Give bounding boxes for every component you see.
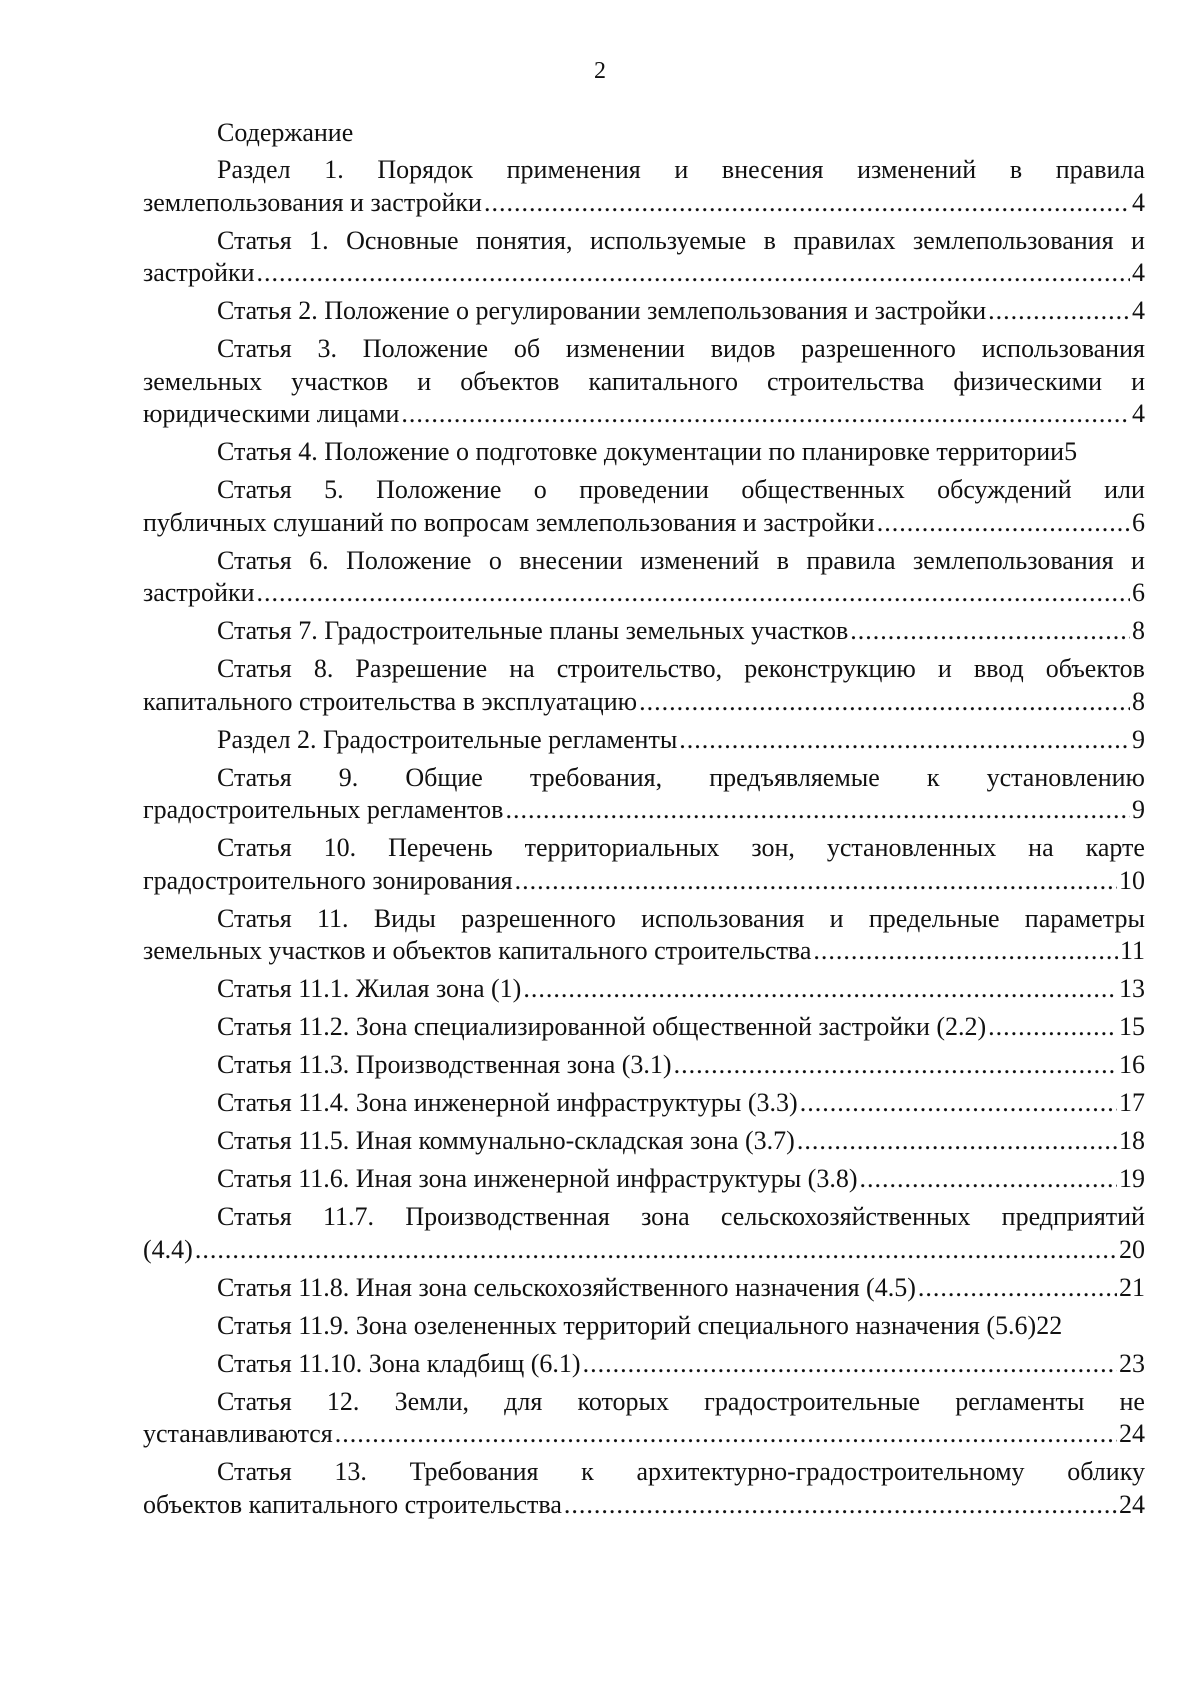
toc-entry-line: Статья 9. Общие требования, предъявляемые к установлению — [217, 762, 1145, 792]
toc-entry[interactable] — [143, 1310, 1145, 1343]
toc-entry-title: Статья 11.6. Иная зона инженерной инфраструктуры (3.8) — [217, 1164, 858, 1193]
toc-entry[interactable] — [143, 1456, 1145, 1521]
dot-leader — [523, 973, 1117, 1006]
toc-page-number: 10 — [1119, 865, 1145, 895]
toc-entry[interactable] — [143, 545, 1145, 610]
toc-entry-last-line — [143, 973, 1145, 1006]
toc-entry[interactable] — [143, 1386, 1145, 1451]
toc-entry-title: градостроительных регламентов — [143, 795, 504, 824]
toc-entry-line: Статья 6. Положение о внесении изменений в правила землепользования и — [217, 545, 1145, 575]
dot-leader — [639, 686, 1130, 719]
toc-entry[interactable] — [143, 333, 1145, 431]
toc-entry-last-line — [143, 187, 1145, 220]
table-of-contents — [143, 154, 1145, 1527]
toc-entry-last-line — [143, 257, 1145, 290]
dot-leader — [918, 1272, 1117, 1305]
dot-leader — [813, 935, 1118, 968]
toc-entry-line: Раздел 1. Порядок применения и внесения изменений в правила — [217, 155, 1145, 184]
dot-leader — [877, 507, 1130, 540]
toc-page-number: 4 — [1132, 399, 1145, 428]
toc-entry-title: Статья 11.8. Иная зона сельскохозяйственного назначения (4.5) — [217, 1272, 916, 1302]
toc-entry-last-line — [143, 1489, 1145, 1522]
toc-entry[interactable] — [143, 474, 1145, 539]
toc-page-number: 6 — [1132, 507, 1145, 537]
toc-entry[interactable] — [143, 1348, 1145, 1381]
toc-entry-title: юридическими лицами — [143, 399, 400, 428]
toc-entry-title: публичных слушаний по вопросам землепользования и застройки — [143, 507, 875, 537]
toc-entry[interactable] — [143, 762, 1145, 827]
dot-leader — [988, 1011, 1117, 1044]
toc-entry-title: Статья 11.2. Зона специализированной общественной застройки (2.2) — [217, 1012, 987, 1041]
dot-leader — [800, 1087, 1117, 1120]
dot-leader — [850, 615, 1130, 648]
dot-leader — [988, 295, 1130, 328]
toc-entry-title: Раздел 2. Градостроительные регламенты — [217, 724, 678, 754]
toc-entry-title: Статья 11.3. Производственная зона (3.1) — [217, 1050, 672, 1079]
toc-entry-title: Статья 11.4. Зона инженерной инфраструктуры (3.3) — [217, 1088, 798, 1117]
toc-entry-title: устанавливаются — [143, 1419, 333, 1448]
toc-page-number: 9 — [1132, 795, 1145, 824]
toc-entry-last-line — [143, 1234, 1145, 1267]
toc-page-number: 21 — [1119, 1272, 1145, 1302]
toc-entry-last-line — [143, 686, 1145, 719]
toc-entry-line: Статья 5. Положение о проведении общественных обсуждений или — [217, 475, 1145, 504]
toc-entry-last-line — [143, 1418, 1145, 1451]
dot-leader — [257, 257, 1131, 290]
toc-entry-last-line — [143, 1272, 1145, 1305]
toc-entry[interactable] — [143, 1201, 1145, 1266]
toc-entry-title: капитального строительства в эксплуатацию — [143, 686, 638, 716]
toc-entry-line: земельных участков и объектов капитального строительства физическими и — [143, 366, 1145, 396]
dot-leader — [505, 794, 1130, 827]
toc-entry-line: Статья 8. Разрешение на строительство, реконструкцию и ввод объектов — [217, 654, 1145, 683]
toc-entry-title: градостроительного зонирования — [143, 865, 513, 895]
toc-entry[interactable] — [143, 1087, 1145, 1120]
toc-entry-last-line — [143, 295, 1145, 328]
toc-entry-line: Статья 11. Виды разрешенного использования и предельные параметры — [217, 903, 1145, 933]
toc-entry-title: Статья 4. Положение о подготовке документации по планировке территории — [217, 437, 1065, 466]
toc-entry-last-line — [143, 1348, 1145, 1381]
toc-page-number: 19 — [1119, 1164, 1145, 1193]
toc-page-number: 11 — [1119, 936, 1145, 965]
toc-entry[interactable] — [143, 154, 1145, 219]
dot-leader — [257, 577, 1131, 610]
dot-leader — [484, 187, 1130, 220]
toc-page-number: 15 — [1119, 1012, 1145, 1041]
toc-page-number: 8 — [1132, 686, 1145, 716]
toc-entry-line: Статья 11.7. Производственная зона сельскохозяйственных предприятий — [217, 1202, 1145, 1231]
toc-entry-line: Статья 1. Основные понятия, используемые в правилах землепользования и — [217, 225, 1145, 255]
toc-entry-title: объектов капитального строительства — [143, 1489, 562, 1519]
dot-leader — [674, 1049, 1117, 1082]
toc-entry-title: Статья 11.9. Зона озелененных территорий специального назначения (5.6) — [217, 1310, 1037, 1340]
toc-entry-last-line — [143, 1125, 1145, 1158]
toc-entry-title: (4.4) — [143, 1234, 193, 1264]
toc-entry-last-line — [143, 935, 1145, 968]
toc-entry[interactable] — [143, 1272, 1145, 1305]
toc-entry[interactable] — [143, 653, 1145, 718]
dot-leader — [564, 1489, 1117, 1522]
toc-entry-title: Статья 11.5. Иная коммунально-складская зона (3.7) — [217, 1126, 795, 1155]
toc-entry-last-line — [143, 1087, 1145, 1120]
toc-page-number: 4 — [1132, 296, 1145, 325]
toc-entry-line: Статья 12. Земли, для которых градостроительные регламенты не — [217, 1386, 1145, 1416]
dot-leader — [195, 1234, 1117, 1267]
toc-entry-last-line — [143, 436, 1145, 469]
toc-entry-line: Статья 3. Положение об изменении видов разрешенного использования — [217, 334, 1145, 363]
toc-entry-line: Статья 10. Перечень территориальных зон, установленных на карте — [217, 833, 1145, 862]
toc-entry[interactable] — [143, 973, 1145, 1006]
toc-entry-last-line — [143, 577, 1145, 610]
toc-heading: Содержание — [217, 118, 354, 147]
toc-entry[interactable] — [143, 1163, 1145, 1196]
toc-entry-last-line — [143, 1310, 1145, 1343]
toc-page-number: 6 — [1132, 578, 1145, 607]
toc-entry-last-line — [143, 1011, 1145, 1044]
toc-entry-last-line — [143, 398, 1145, 431]
toc-page-number: 16 — [1119, 1050, 1145, 1079]
toc-entry[interactable] — [143, 724, 1145, 757]
toc-entry-title: землепользования и застройки — [143, 187, 482, 217]
toc-entry-title: Статья 7. Градостроительные планы земельных участков — [217, 616, 849, 645]
toc-entry-last-line — [143, 1163, 1145, 1196]
toc-entry[interactable] — [143, 295, 1145, 328]
dot-leader — [583, 1348, 1117, 1381]
dot-leader — [859, 1163, 1117, 1196]
toc-page-number: 8 — [1132, 616, 1145, 645]
toc-entry-title: Статья 11.10. Зона кладбищ (6.1) — [217, 1348, 581, 1378]
toc-entry-last-line — [143, 615, 1145, 648]
toc-page-number: 22 — [1036, 1310, 1063, 1340]
toc-entry-title: земельных участков и объектов капитального строительства — [143, 936, 812, 965]
dot-leader — [401, 398, 1130, 431]
toc-page-number: 4 — [1132, 187, 1145, 217]
toc-page-number: 5 — [1064, 437, 1078, 466]
toc-page-number: 24 — [1119, 1489, 1145, 1519]
toc-entry-last-line — [143, 794, 1145, 827]
toc-entry-title: застройки — [143, 258, 255, 287]
toc-page-number: 18 — [1119, 1126, 1145, 1155]
toc-entry-last-line — [143, 865, 1145, 898]
toc-entry[interactable] — [143, 225, 1145, 290]
toc-entry[interactable] — [143, 1049, 1145, 1082]
toc-page-number: 17 — [1119, 1088, 1145, 1117]
toc-page-number: 4 — [1132, 258, 1145, 287]
toc-entry-last-line — [143, 507, 1145, 540]
toc-page-number: 24 — [1119, 1419, 1145, 1448]
page-number: 2 — [594, 58, 606, 84]
toc-entry-title: Статья 11.1. Жилая зона (1) — [217, 974, 522, 1003]
toc-entry-title: Статья 2. Положение о регулировании землепользования и застройки — [217, 296, 987, 325]
toc-entry[interactable] — [143, 436, 1145, 469]
toc-entry[interactable] — [143, 1125, 1145, 1158]
toc-page-number: 9 — [1132, 724, 1145, 754]
toc-entry[interactable] — [143, 903, 1145, 968]
toc-entry[interactable] — [143, 832, 1145, 897]
toc-page-number: 13 — [1119, 974, 1145, 1003]
dot-leader — [335, 1418, 1117, 1451]
toc-page-number: 23 — [1119, 1348, 1145, 1378]
toc-entry-last-line — [143, 724, 1145, 757]
toc-page-number: 20 — [1119, 1234, 1145, 1264]
toc-entry-last-line — [143, 1049, 1145, 1082]
toc-entry-line: Статья 13. Требования к архитектурно-градостроительному облику — [217, 1457, 1145, 1486]
dot-leader — [679, 724, 1130, 757]
dot-leader — [797, 1125, 1117, 1158]
toc-entry[interactable] — [143, 1011, 1145, 1044]
dot-leader — [515, 865, 1117, 898]
toc-entry-title: застройки — [143, 578, 255, 607]
toc-entry[interactable] — [143, 615, 1145, 648]
